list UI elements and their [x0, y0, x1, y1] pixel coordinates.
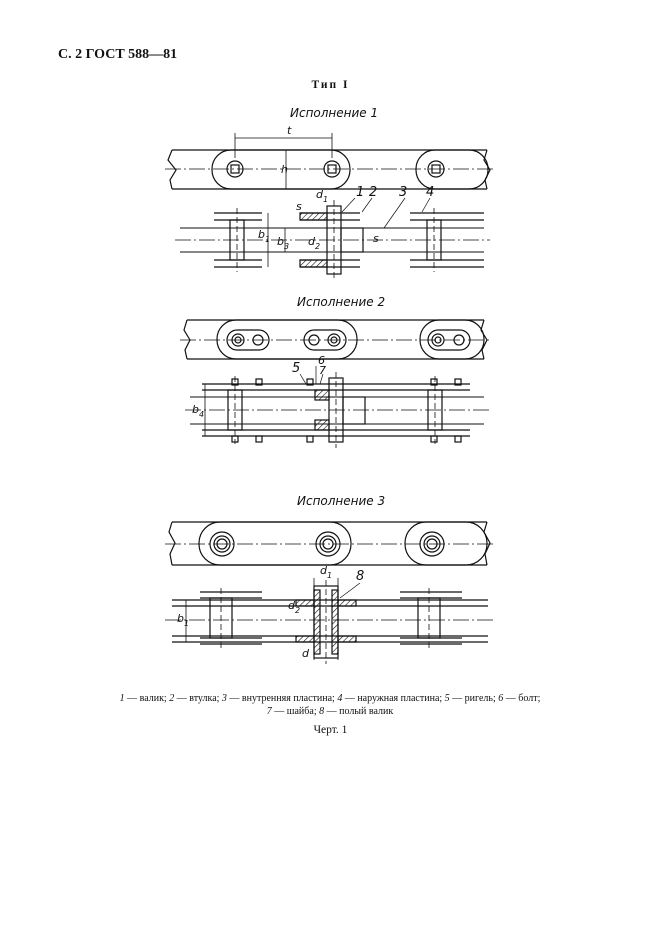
label-d2-v1: d	[308, 235, 315, 248]
label-b3-v1: b	[277, 235, 284, 248]
dimension-labels	[177, 124, 434, 660]
page-header: С. 2 ГОСТ 588—81	[58, 47, 178, 62]
legend-item: 3 — внутренняя пластина;	[221, 693, 338, 704]
svg-text:1: 1	[323, 195, 329, 204]
label-h: h	[281, 163, 288, 176]
type-title: Тип I	[311, 79, 350, 91]
variant-2-title: Исполнение 2	[297, 295, 386, 309]
item-4: 4	[426, 185, 435, 200]
label-s-v1: s	[296, 200, 302, 213]
label-t: t	[287, 124, 292, 137]
variant-3-title: Исполнение 3	[297, 494, 386, 508]
figure-caption: Черт. 1	[313, 724, 348, 736]
svg-text:3: 3	[284, 242, 290, 251]
svg-text:1: 1	[327, 571, 333, 580]
item-5: 5	[292, 361, 301, 376]
label-d-v3: d	[302, 647, 309, 660]
label-d2-v3: d	[288, 599, 295, 612]
item-2: 2	[369, 185, 378, 200]
variant-1-section-view	[175, 200, 490, 280]
legend-item: 1 — валик;	[119, 693, 170, 704]
svg-text:1: 1	[265, 235, 271, 244]
legend-item: 4 — наружная пластина;	[337, 693, 445, 704]
label-b1-v1: b	[258, 228, 265, 241]
variant-1-top-view	[165, 133, 495, 189]
item-3: 3	[399, 185, 408, 200]
legend-item: 6 — болт;	[498, 693, 541, 704]
variant-2-section-view	[185, 372, 490, 448]
legend-item: 5 — ригель;	[444, 693, 499, 704]
item-1: 1	[356, 185, 365, 200]
label-b4: b	[192, 403, 199, 416]
item-6: 6	[318, 354, 325, 367]
label-d1-v3: d	[320, 564, 327, 577]
legend-item: 7 — шайба;	[266, 706, 320, 717]
legend	[90, 692, 570, 718]
item-8: 8	[356, 569, 365, 584]
svg-text:4: 4	[199, 410, 205, 419]
svg-text:2: 2	[315, 242, 321, 251]
legend-item: 2 — втулка;	[169, 693, 222, 704]
svg-text:2: 2	[295, 606, 301, 615]
item-7: 7	[319, 364, 326, 377]
svg-text:1: 1	[184, 619, 190, 628]
label-b1-v3: b	[177, 612, 184, 625]
variant-3-section-view	[165, 578, 495, 664]
variant-2-top-view	[180, 320, 492, 359]
label-d1-v1: d	[316, 188, 323, 201]
legend-item: 8 — полый валик	[319, 706, 394, 717]
label-s2-v1: s	[373, 232, 379, 245]
variant-3-top-view	[165, 522, 495, 565]
variant-1-title: Исполнение 1	[290, 106, 379, 120]
